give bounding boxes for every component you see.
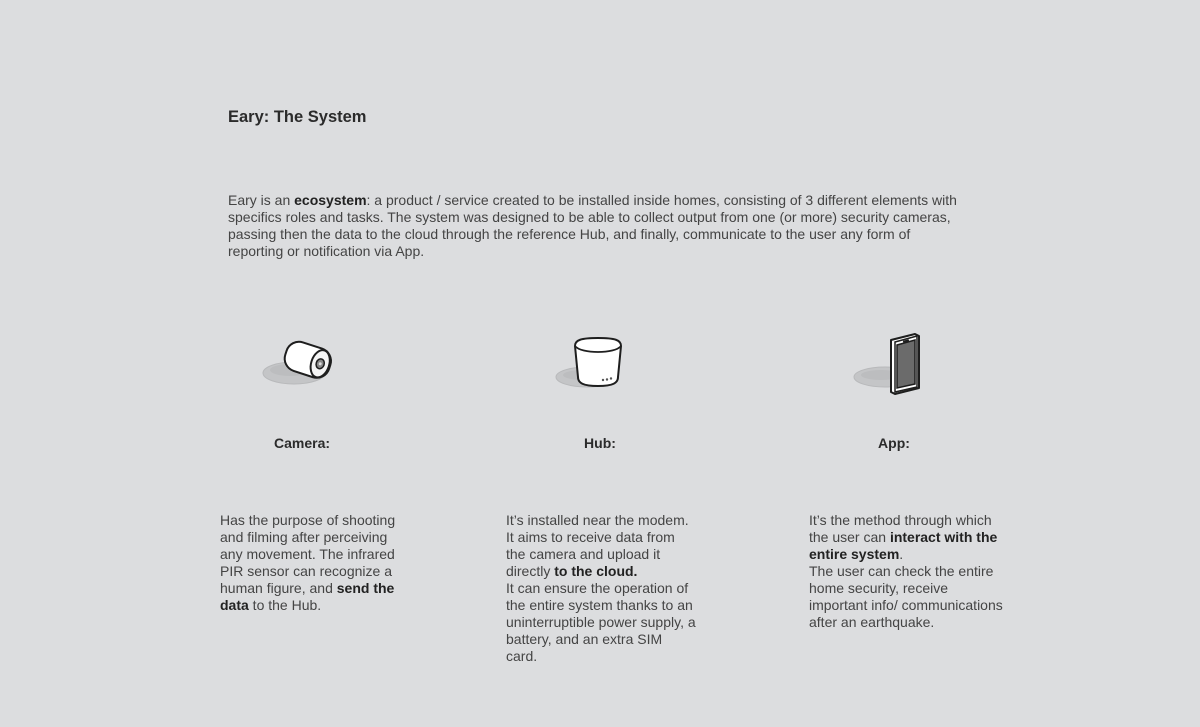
intro-text-pre: Eary is an [228,192,295,208]
camera-label: Camera: [273,435,331,451]
app-description-post: . [899,546,904,562]
intro-text-post: : a product / service created to be installed inside homes, consisting of 3 different elements with specifics roles and tasks. The system was designed to be able to collect output from one (or more) security cameras, passing then the data to the cloud through the reference Hub, and finally, communicate to the user any form of reporting or notification via App. [228,192,957,259]
app-label: App: [878,435,910,451]
app-description-bold: interact with the entire system [809,529,998,562]
app-description-pre: It’s the method through which the user can [809,512,992,545]
hub-description-bold: to the cloud. [554,563,638,579]
camera-description-post: to the Hub. [248,597,322,613]
hub-icon [553,332,643,402]
app-description [809,512,1004,631]
hub-description-pre: It’s installed near the modem. It aims to receive data from the camera and upload it directly [506,512,689,579]
camera-description-pre: Has the purpose of shooting and filming after perceiving any movement. The infrared PIR sensor can recognize a human figure, and [220,512,396,596]
camera-description-bold: send the data [220,580,395,613]
camera-icon [260,332,350,402]
intro-text-bold: ecosystem [294,192,367,208]
page-title: Eary: The System [228,108,367,126]
app-description-extra: The user can check the entire home security, receive important info/ communications after an earthquake. [809,563,1003,630]
hub-label: Hub: [584,435,616,451]
camera-description [220,512,405,614]
hub-description-post: It can ensure the operation of the entire system thanks to an uninterruptible power supply, a battery, and an extra SIM card. [506,580,696,664]
hub-description [506,512,696,665]
intro-paragraph [228,192,968,260]
smartphone-icon [851,332,941,402]
